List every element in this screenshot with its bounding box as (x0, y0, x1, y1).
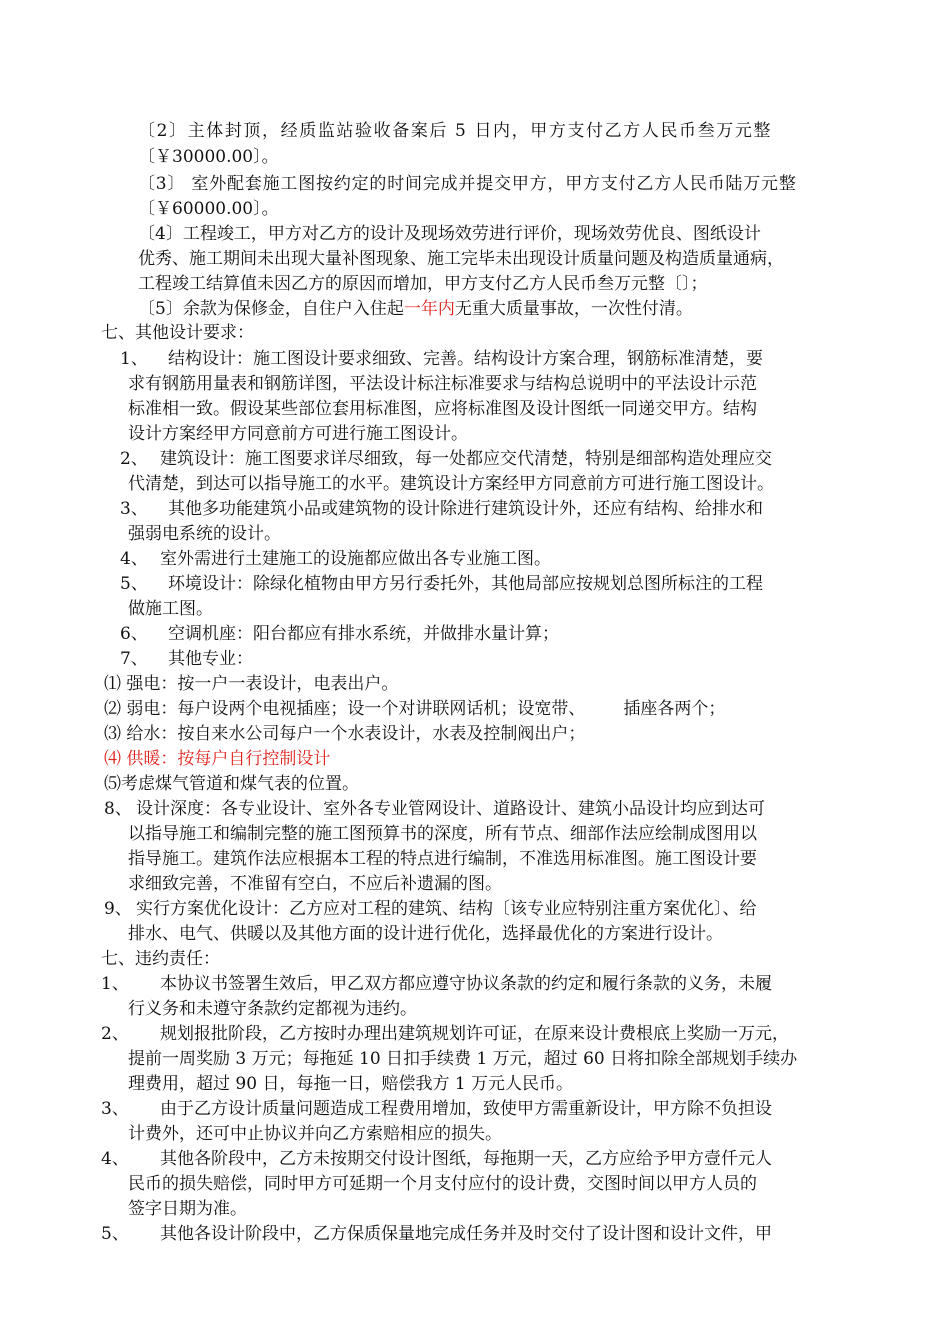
req-5-line-2: 做施工图。 (128, 599, 213, 619)
breach-2-line-3: 理费用，超过 90 日，每拖一日，赔偿我方 1 万元人民币。 (128, 1074, 574, 1094)
breach-5-number: 5、 (101, 1224, 129, 1244)
payment-5-highlight: 一年内 (403, 299, 455, 319)
req-2-line-1: 建筑设计：施工图要求详尽细致，每一处都应交代清楚，特别是细部构造处理应交 (160, 449, 772, 469)
sub-item-gas: ⑸考虑煤气管道和煤气表的位置。 (104, 774, 359, 794)
breach-2-line-2: 提前一周奖励 3 万元；每拖延 10 日扣手续费 1 万元，超过 60 日将扣除全部规划手续办 (128, 1049, 798, 1069)
payment-2-line-1: 〔2〕主体封顶，经质监站验收备案后 5 日内，甲方支付乙方人民币叁万元整 (138, 121, 773, 141)
payment-4-line-2: 优秀、施工期间未出现大量补图现象、施工完毕未出现设计质量问题及构造质量通病， (138, 249, 784, 269)
breach-4-line-2: 民币的损失赔偿，同时甲方可延期一个月支付应付的设计费，交图时间以甲方人员的 (128, 1174, 757, 1194)
req-8-line-2: 以指导施工和编制完整的施工图预算书的深度，所有节点、细部作法应绘制成图用以 (128, 824, 757, 844)
other-requirements-heading: 七、其他设计要求： (101, 323, 254, 343)
req-2-line-2: 代清楚，到达可以指导施工的水平。建筑设计方案经甲方同意前方可进行施工图设计。 (128, 474, 774, 494)
breach-2-line-1: 规划报批阶段，乙方按时办理出建筑规划许可证，在原来设计费根底上奖励一万元， (160, 1024, 789, 1044)
req-8-line-3: 指导施工。建筑作法应根据本工程的特点进行编制，不准选用标准图。施工图设计要 (128, 849, 757, 869)
breach-1-line-1: 本协议书签署生效后，甲乙双方都应遵守协议条款的约定和履行条款的义务，未履 (160, 974, 772, 994)
breach-3-line-2: 计费外，还可中止协议并向乙方索赔相应的损失。 (128, 1124, 502, 1144)
req-1-number: 1、 (120, 349, 148, 369)
req-1-line-4: 设计方案经甲方同意前方可进行施工图设计。 (128, 424, 468, 444)
req-8-line-4: 求细致完善，不准留有空白，不应后补遗漏的图。 (128, 874, 502, 894)
req-7-number: 7、 (120, 649, 148, 669)
req-5-number: 5、 (120, 574, 148, 594)
req-1-line-1: 结构设计：施工图设计要求细致、完善。结构设计方案合理，钢筋标准清楚，要 (168, 349, 763, 369)
breach-heading: 七、违约责任： (101, 949, 220, 969)
sub-item-weak-current-a: ⑵ 弱电：每户设两个电视插座；设一个对讲联网话机；设宽带、 (104, 699, 586, 719)
req-5-line-1: 环境设计：除绿化植物由甲方另行委托外，其他局部应按规划总图所标注的工程 (168, 574, 763, 594)
payment-3-line-2: 〔￥60000.00〕。 (138, 199, 279, 219)
sub-item-electric: ⑴ 强电：按一户一表设计，电表出户。 (104, 674, 399, 694)
req-4-line-1: 室外需进行土建施工的设施都应做出各专业施工图。 (160, 549, 551, 569)
req-1-line-3: 标准相一致。假设某些部位套用标准图，应将标准图及设计图纸一同递交甲方。结构 (128, 399, 757, 419)
req-9-line-2: 排水、电气、供暖以及其他方面的设计进行优化，选择最优化的方案进行设计。 (128, 924, 723, 944)
req-3-line-2: 强弱电系统的设计。 (128, 524, 281, 544)
payment-4-line-3: 工程竣工结算值未因乙方的原因而增加，甲方支付乙方人民币叁万元整〔〕； (138, 274, 708, 294)
payment-3-line-1: 〔3〕 室外配套施工图按约定的时间完成并提交甲方，甲方支付乙方人民币陆万元整 (138, 174, 797, 194)
sub-item-weak-current-b: 插座各两个； (623, 699, 726, 719)
payment-5-line (138, 298, 693, 320)
req-2-number: 2、 (120, 449, 148, 469)
req-8-line-1: 设计深度：各专业设计、室外各专业管网设计、道路设计、建筑小品设计均应到达可 (136, 799, 765, 819)
sub-item-weak-current (104, 698, 725, 720)
req-4-number: 4、 (120, 549, 148, 569)
sub-item-heating: ⑷ 供暖：按每户自行控制设计 (104, 749, 331, 769)
breach-2-number: 2、 (101, 1024, 129, 1044)
req-1-line-2: 求有钢筋用量表和钢筋详图，平法设计标注标准要求与结构总说明中的平法设计示范 (128, 374, 757, 394)
payment-2-line-2: 〔￥30000.00〕。 (138, 147, 279, 167)
req-3-number: 3、 (120, 499, 148, 519)
req-6-number: 6、 (120, 624, 148, 644)
breach-3-number: 3、 (101, 1099, 129, 1119)
payment-4-line-1: 〔4〕工程竣工，甲方对乙方的设计及现场效劳进行评价，现场效劳优良、图纸设计 (138, 224, 761, 244)
payment-5-pre: 〔5〕余款为保修金，自住户入住起 (138, 299, 404, 319)
req-9-line-1: 实行方案优化设计：乙方应对工程的建筑、结构〔该专业应特别注重方案优化〕、给 (136, 899, 757, 919)
req-9-number: 9、 (104, 899, 132, 919)
sub-item-water: ⑶ 给水：按自来水公司每户一个水表设计，水表及控制阀出户； (104, 724, 586, 744)
req-3-line-1: 其他多功能建筑小品或建筑物的设计除进行建筑设计外，还应有结构、给排水和 (168, 499, 763, 519)
payment-5-post: 无重大质量事故，一次性付清。 (454, 299, 693, 319)
breach-4-number: 4、 (101, 1149, 129, 1169)
breach-4-line-1: 其他各阶段中，乙方未按期交付设计图纸，每拖期一天，乙方应给予甲方壹仟元人 (160, 1149, 772, 1169)
breach-4-line-3: 签字日期为准。 (128, 1199, 247, 1219)
req-6-line-1: 空调机座：阳台都应有排水系统，并做排水量计算； (168, 624, 559, 644)
req-7-line-1: 其他专业： (168, 649, 253, 669)
breach-3-line-1: 由于乙方设计质量问题造成工程费用增加，致使甲方需重新设计，甲方除不负担设 (160, 1099, 772, 1119)
breach-1-number: 1、 (101, 974, 129, 994)
breach-1-line-2: 行义务和未遵守条款约定都视为违约。 (128, 999, 417, 1019)
breach-5-line-1: 其他各设计阶段中，乙方保质保量地完成任务并及时交付了设计图和设计文件，甲 (160, 1224, 772, 1244)
req-8-number: 8、 (104, 799, 132, 819)
